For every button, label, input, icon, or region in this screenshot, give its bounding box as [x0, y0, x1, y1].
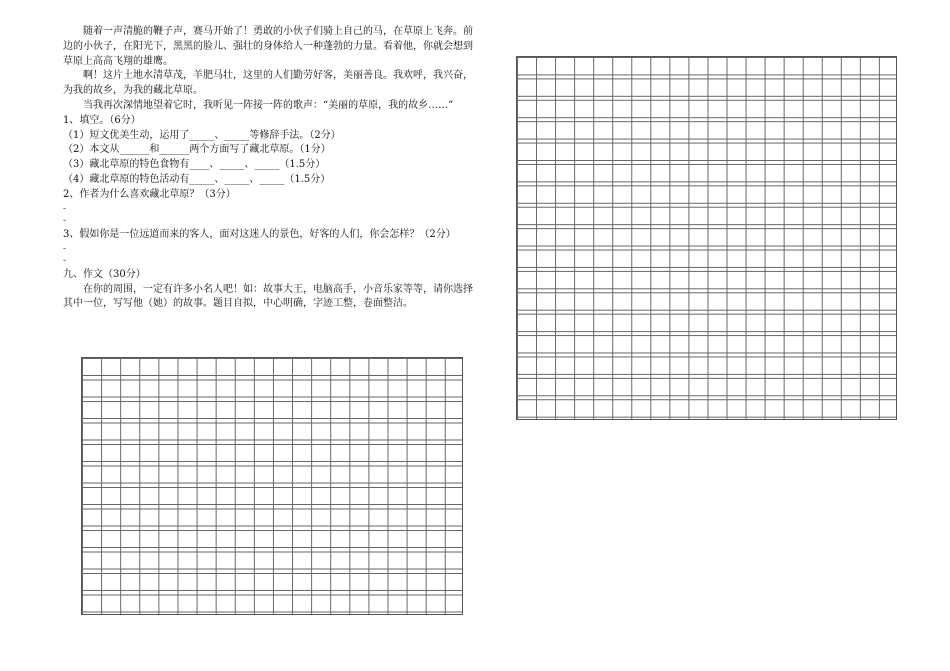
question-1-item-2: （2）本文从______和______两个方面写了藏北草原。（1分）: [63, 144, 331, 156]
question-1-item-3: （3）藏北草原的特色食物有____、_____、_____（1.5分）: [63, 159, 326, 171]
passage-paragraph-3: 当我再次深情地望着它时，我听见一阵接一阵的歌声：“美丽的草原，我的故乡……”: [83, 99, 454, 111]
composition-writing-grid-right[interactable]: [516, 56, 897, 420]
question-1-heading: 1、填空。（6分）: [63, 114, 141, 126]
composition-writing-grid-left[interactable]: [81, 357, 463, 615]
question-3-answer-line[interactable]: -: [63, 256, 67, 267]
composition-prompt: 在你的周围，一定有许多小名人吧！如：故事大王，电脑高手，小音乐家等等，请你选择其中一位，写写他（她）的故事。题目自拟，中心明确，字迹工整，卷面整洁。: [63, 283, 473, 310]
question-3-heading: 3、假如你是一位远道而来的客人，面对这迷人的景色，好客的人们，你会怎样？（2分）: [63, 228, 456, 240]
question-2-answer-line[interactable]: -: [63, 203, 67, 214]
exam-left-column: [63, 25, 473, 312]
passage-paragraph-2: 啊！这片土地水清草茂，羊肥马壮，这里的人们勤劳好客，美丽善良。我欢呼，我兴奋，为我的故乡，为我的藏北草原。: [63, 70, 473, 97]
question-2-answer-line[interactable]: -: [63, 216, 67, 227]
question-1-item-1: （1）短文优美生动，运用了_____、_____等修辞手法。（2分）: [63, 129, 341, 141]
question-2-heading: 2、作者为什么喜欢藏北草原？（3分）: [63, 188, 236, 200]
question-3-answer-line[interactable]: -: [63, 243, 67, 254]
composition-heading: 九、作文（30分）: [63, 268, 146, 280]
question-1-item-4: （4）藏北草原的特色活动有_____、_____、_____（1.5分）: [63, 173, 331, 185]
passage-paragraph-1: 随着一声清脆的鞭子声，赛马开始了！勇敢的小伙子们骑上自己的马，在草原上飞奔。前边的小伙子，在阳光下，黑黑的脸儿、强壮的身体给人一种蓬勃的力量。看着他，你就会想到草原上高高飞翔的雄鹰。: [63, 26, 473, 67]
